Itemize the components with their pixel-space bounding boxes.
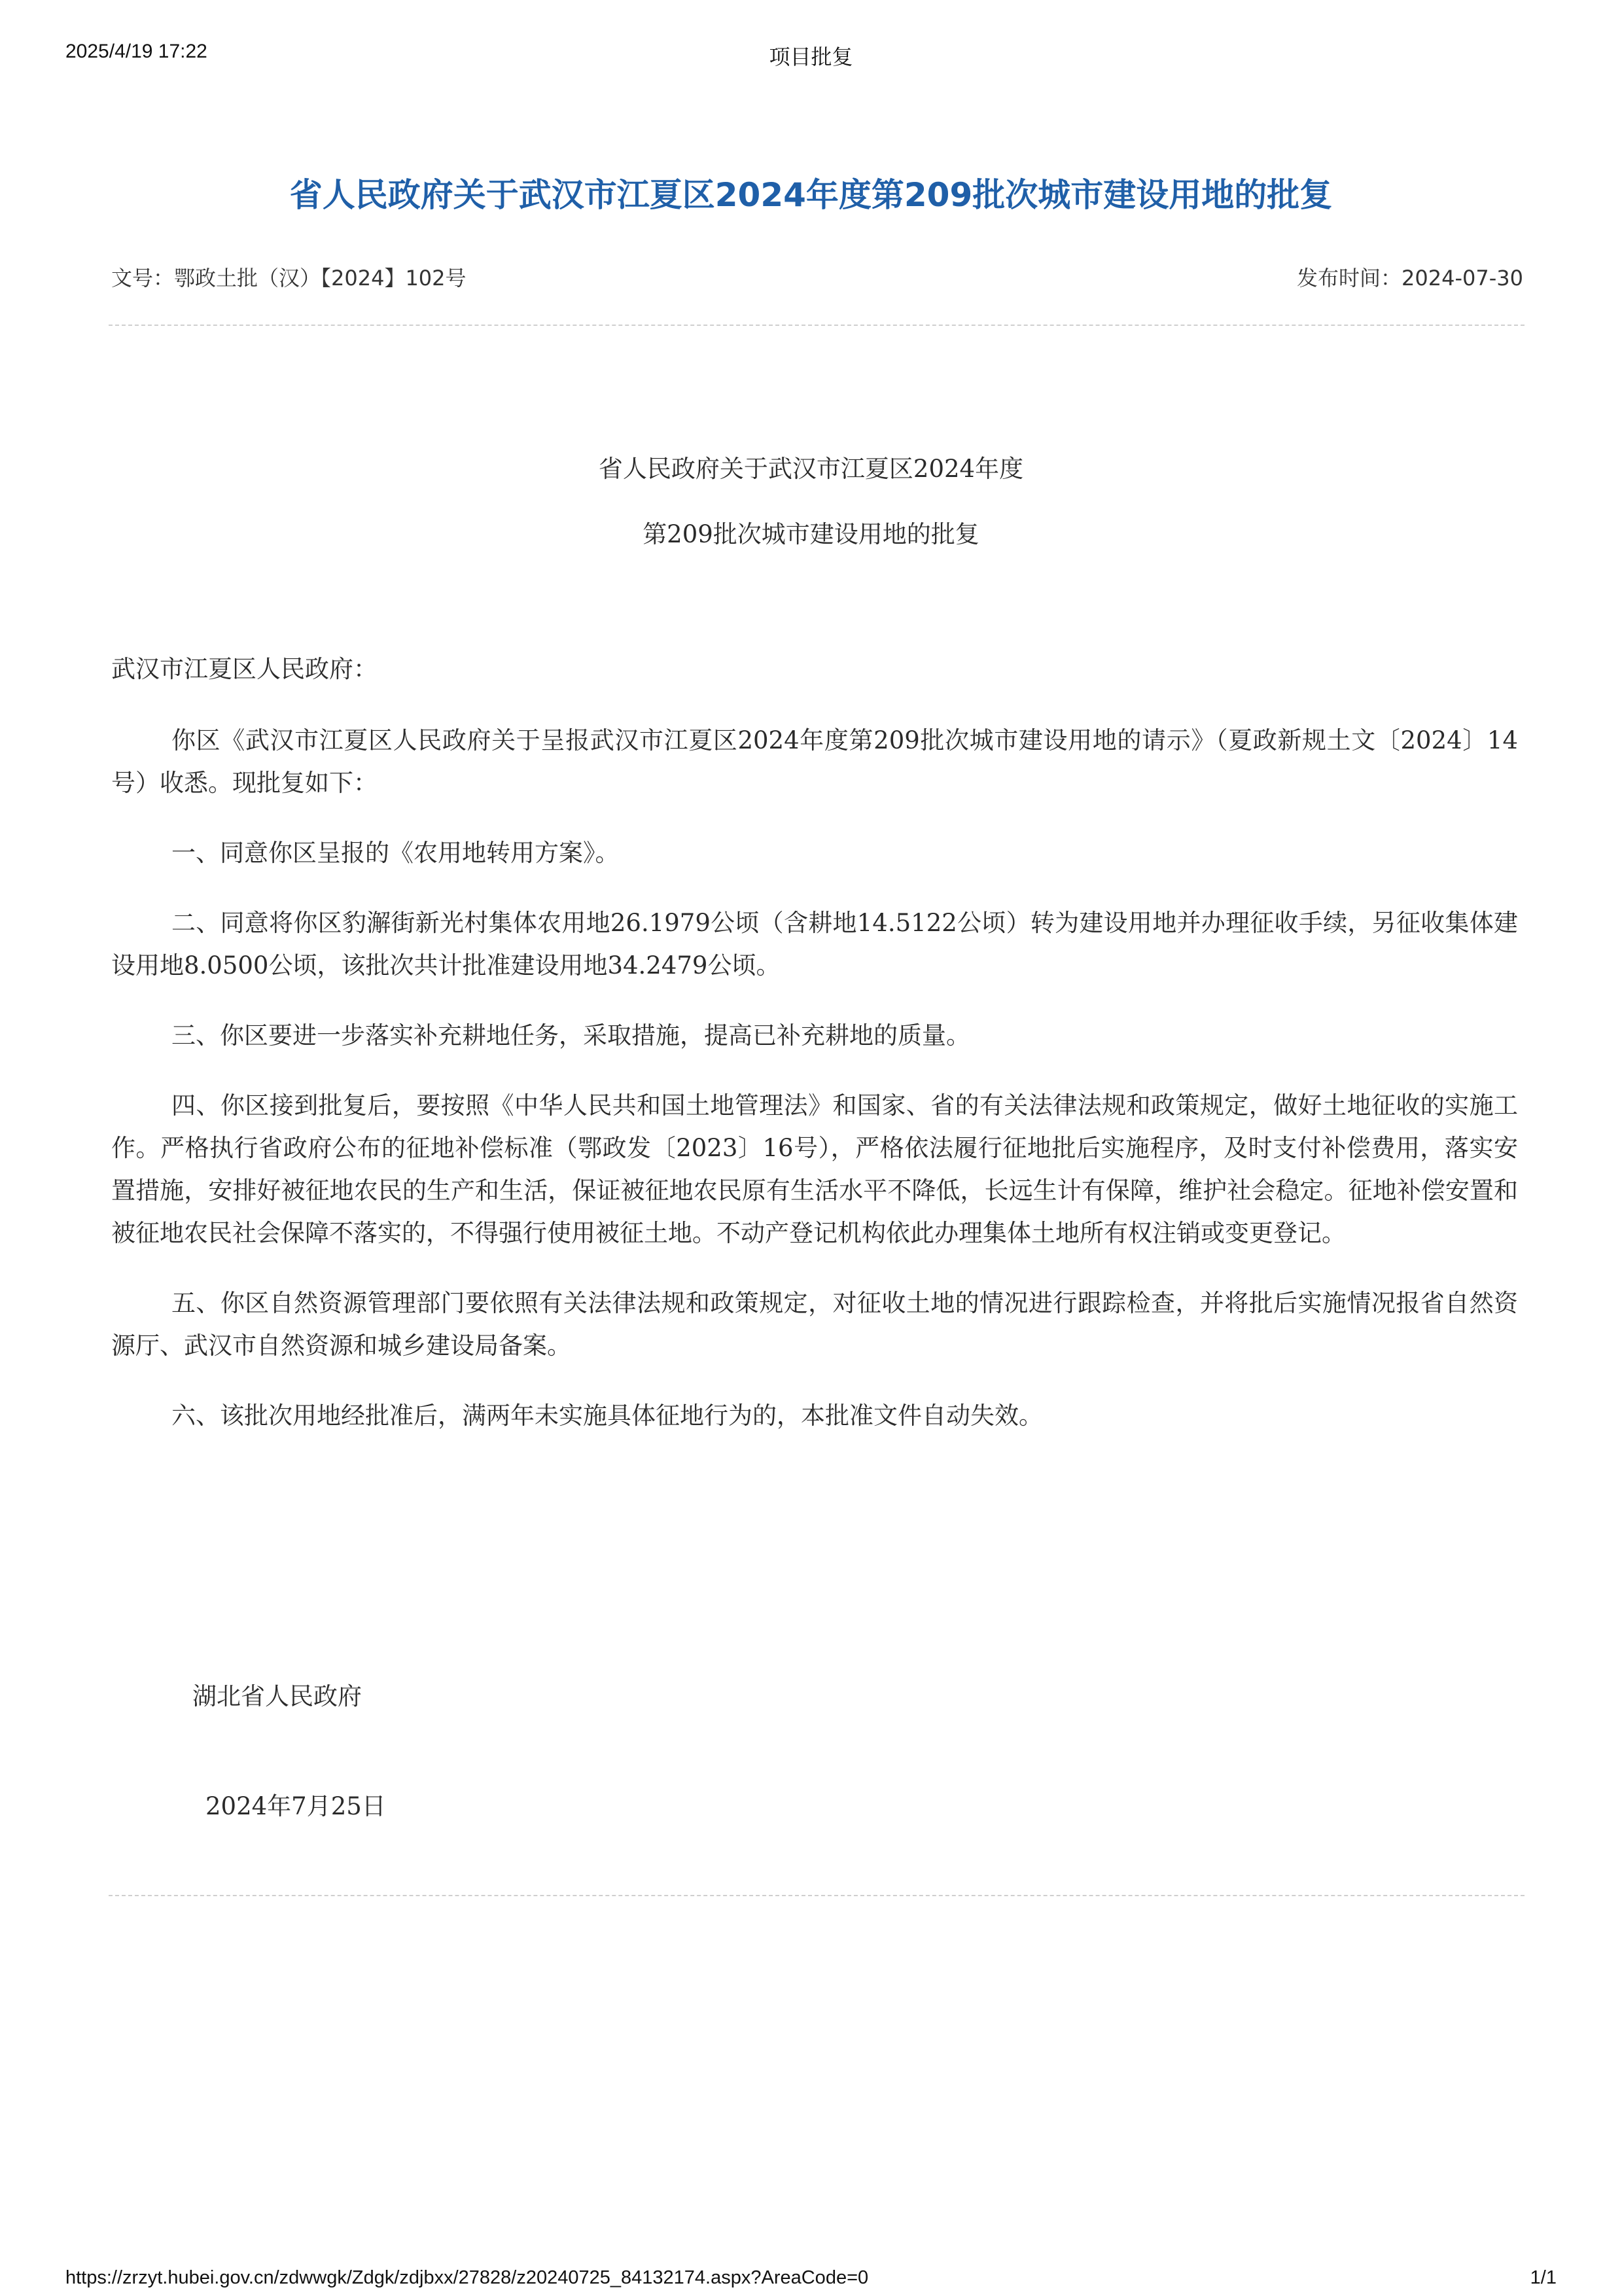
print-footer-page-number: 1/1: [1530, 2267, 1557, 2288]
print-header-title: 项目批复: [769, 44, 853, 69]
inner-title-line-1: 省人民政府关于武汉市江夏区2024年度: [598, 455, 1024, 483]
body-paragraph: 二、同意将你区豹澥街新光村集体农用地26.1979公顷（含耕地14.5122公顷）转为建设用地并办理征收手续，另征收集体建设用地8.0500公顷，该批次共计批准建设用地34.2479公顷。: [111, 909, 1518, 980]
document-title: 省人民政府关于武汉市江夏区2024年度第209批次城市建设用地的批复: [289, 176, 1333, 214]
signature-issuer: 湖北省人民政府: [192, 1682, 362, 1710]
document-number: 文号：鄂政土批（汉）【2024】102号: [111, 266, 467, 291]
signature-date: 2024年7月25日: [205, 1792, 386, 1820]
inner-title-line-2: 第209批次城市建设用地的批复: [643, 520, 979, 548]
publish-time: 发布时间：2024-07-30: [1297, 266, 1523, 291]
document-body: [111, 648, 1518, 1464]
body-paragraph: 你区《武汉市江夏区人民政府关于呈报武汉市江夏区2024年度第209批次城市建设用地的请示》（夏政新规土文〔2024〕14号）收悉。现批复如下：: [111, 726, 1518, 797]
salutation: 武汉市江夏区人民政府：: [111, 655, 378, 683]
body-paragraph: 五、你区自然资源管理部门要依照有关法律法规和政策规定，对征收土地的情况进行跟踪检查，并将批后实施情况报省自然资源厅、武汉市自然资源和城乡建设局备案。: [111, 1289, 1518, 1360]
print-header-datetime: 2025/4/19 17:22: [65, 41, 207, 62]
print-footer-url: https://zrzyt.hubei.gov.cn/zdwwgk/Zdgk/zdjbxx/27828/z20240725_84132174.aspx?AreaCode=0: [65, 2267, 869, 2288]
body-paragraph: 一、同意你区呈报的《农用地转用方案》。: [171, 839, 620, 867]
body-paragraph: 六、该批次用地经批准后，满两年未实施具体征地行为的，本批准文件自动失效。: [171, 1402, 1043, 1430]
body-paragraph: 四、你区接到批复后，要按照《中华人民共和国土地管理法》和国家、省的有关法律法规和政策规定，做好土地征收的实施工作。严格执行省政府公布的征地补偿标准（鄂政发〔2023〕16号），严格依法履行征地批后实施程序，及时支付补偿费用，落实安置措施，安排好被征地农民的生产和生活，保证被征地农民原有生活水平不降低，长远生计有保障，维护社会稳定。征地补偿安置和被征地农民社会保障不落实的，不得强行使用被征土地。不动产登记机构依此办理集体土地所有权注销或变更登记。: [111, 1091, 1518, 1247]
body-paragraph: 三、你区要进一步落实补充耕地任务，采取措施，提高已补充耕地的质量。: [171, 1021, 970, 1050]
bottom-divider: [109, 1895, 1525, 1896]
top-divider: [109, 325, 1525, 326]
